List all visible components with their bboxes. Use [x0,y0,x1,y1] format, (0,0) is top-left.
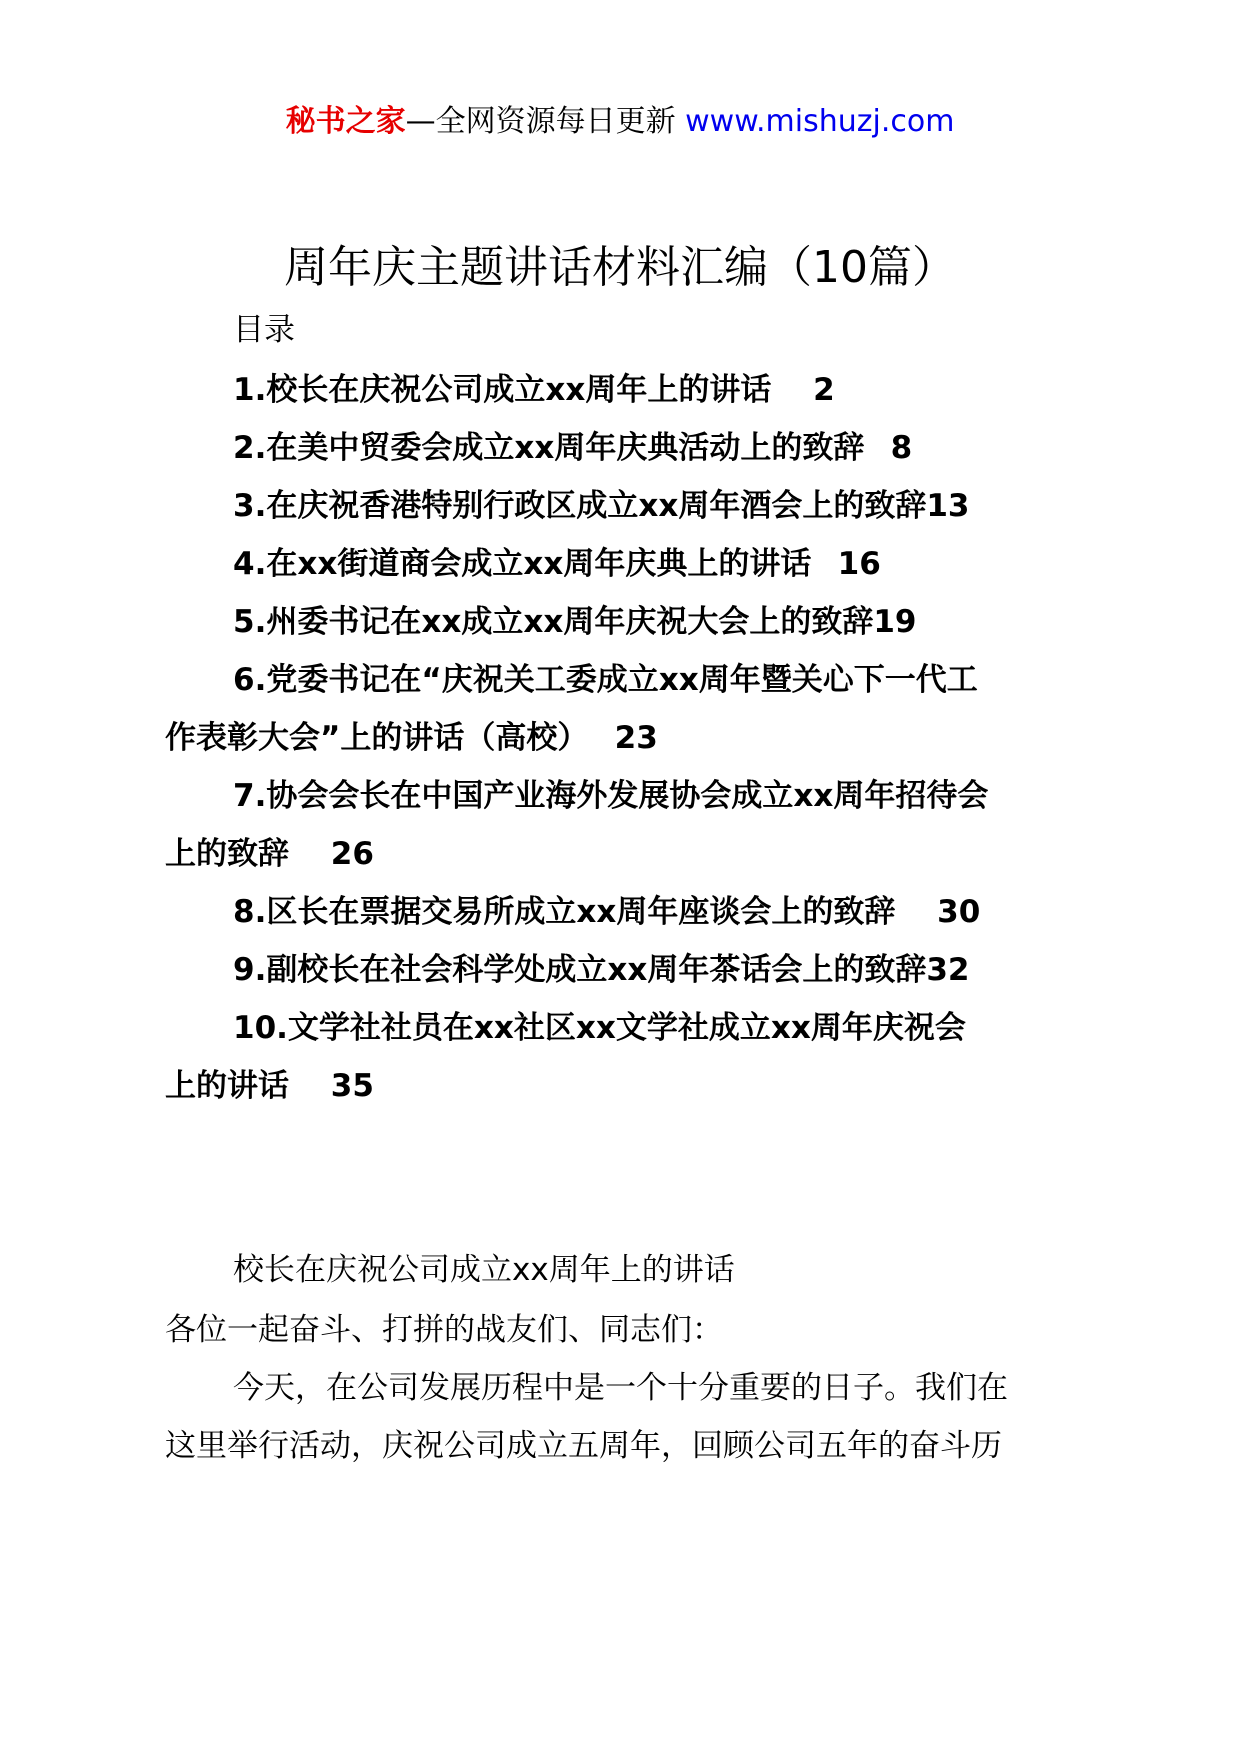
toc-entry-line: 7.协会会长在中国产业海外发展协会成立xx周年招待会 [233,778,989,814]
salutation: 各位一起奋斗、打拼的战友们、同志们： [165,1312,723,1348]
paragraph-line: 今天，在公司发展历程中是一个十分重要的日子。我们在 [233,1370,1008,1406]
toc-entry-line: 2.在美中贸委会成立xx周年庆典活动上的致辞 8 [233,430,913,466]
toc-heading: 目录 [233,312,295,348]
toc-entry-line: 作表彰大会”上的讲话（高校） 23 [165,720,658,756]
header-banner [0,100,1240,144]
banner-tagline: —全网资源每日更新 [405,104,676,139]
brand-name: 秘书之家 [285,104,406,139]
toc-entry-line: 6.党委书记在“庆祝关工委成立xx周年暨关心下一代工 [233,662,978,698]
toc-entry-line: 4.在xx街道商会成立xx周年庆典上的讲话 16 [233,546,881,582]
toc-entry-line: 上的讲话 35 [165,1068,374,1104]
toc-entry-line: 3.在庆祝香港特别行政区成立xx周年酒会上的致辞13 [233,488,970,524]
toc-entry-line: 10.文学社社员在xx社区xx文学社成立xx周年庆祝会 [233,1010,966,1046]
toc-entry-line: 1.校长在庆祝公司成立xx周年上的讲话 2 [233,372,835,408]
document-title: 周年庆主题讲话材料汇编（10篇） [284,242,956,293]
section-title: 校长在庆祝公司成立xx周年上的讲话 [233,1252,735,1288]
toc-entry-line: 5.州委书记在xx成立xx周年庆祝大会上的致辞19 [233,604,917,640]
toc-entry-line: 8.区长在票据交易所成立xx周年座谈会上的致辞 30 [233,894,981,930]
toc-entry-line: 9.副校长在社会科学处成立xx周年茶话会上的致辞32 [233,952,970,988]
paragraph-line: 这里举行活动，庆祝公司成立五周年，回顾公司五年的奋斗历 [165,1428,1002,1464]
toc-entry-line: 上的致辞 26 [165,836,374,872]
website-link[interactable]: www.mishuzj.com [685,104,955,139]
